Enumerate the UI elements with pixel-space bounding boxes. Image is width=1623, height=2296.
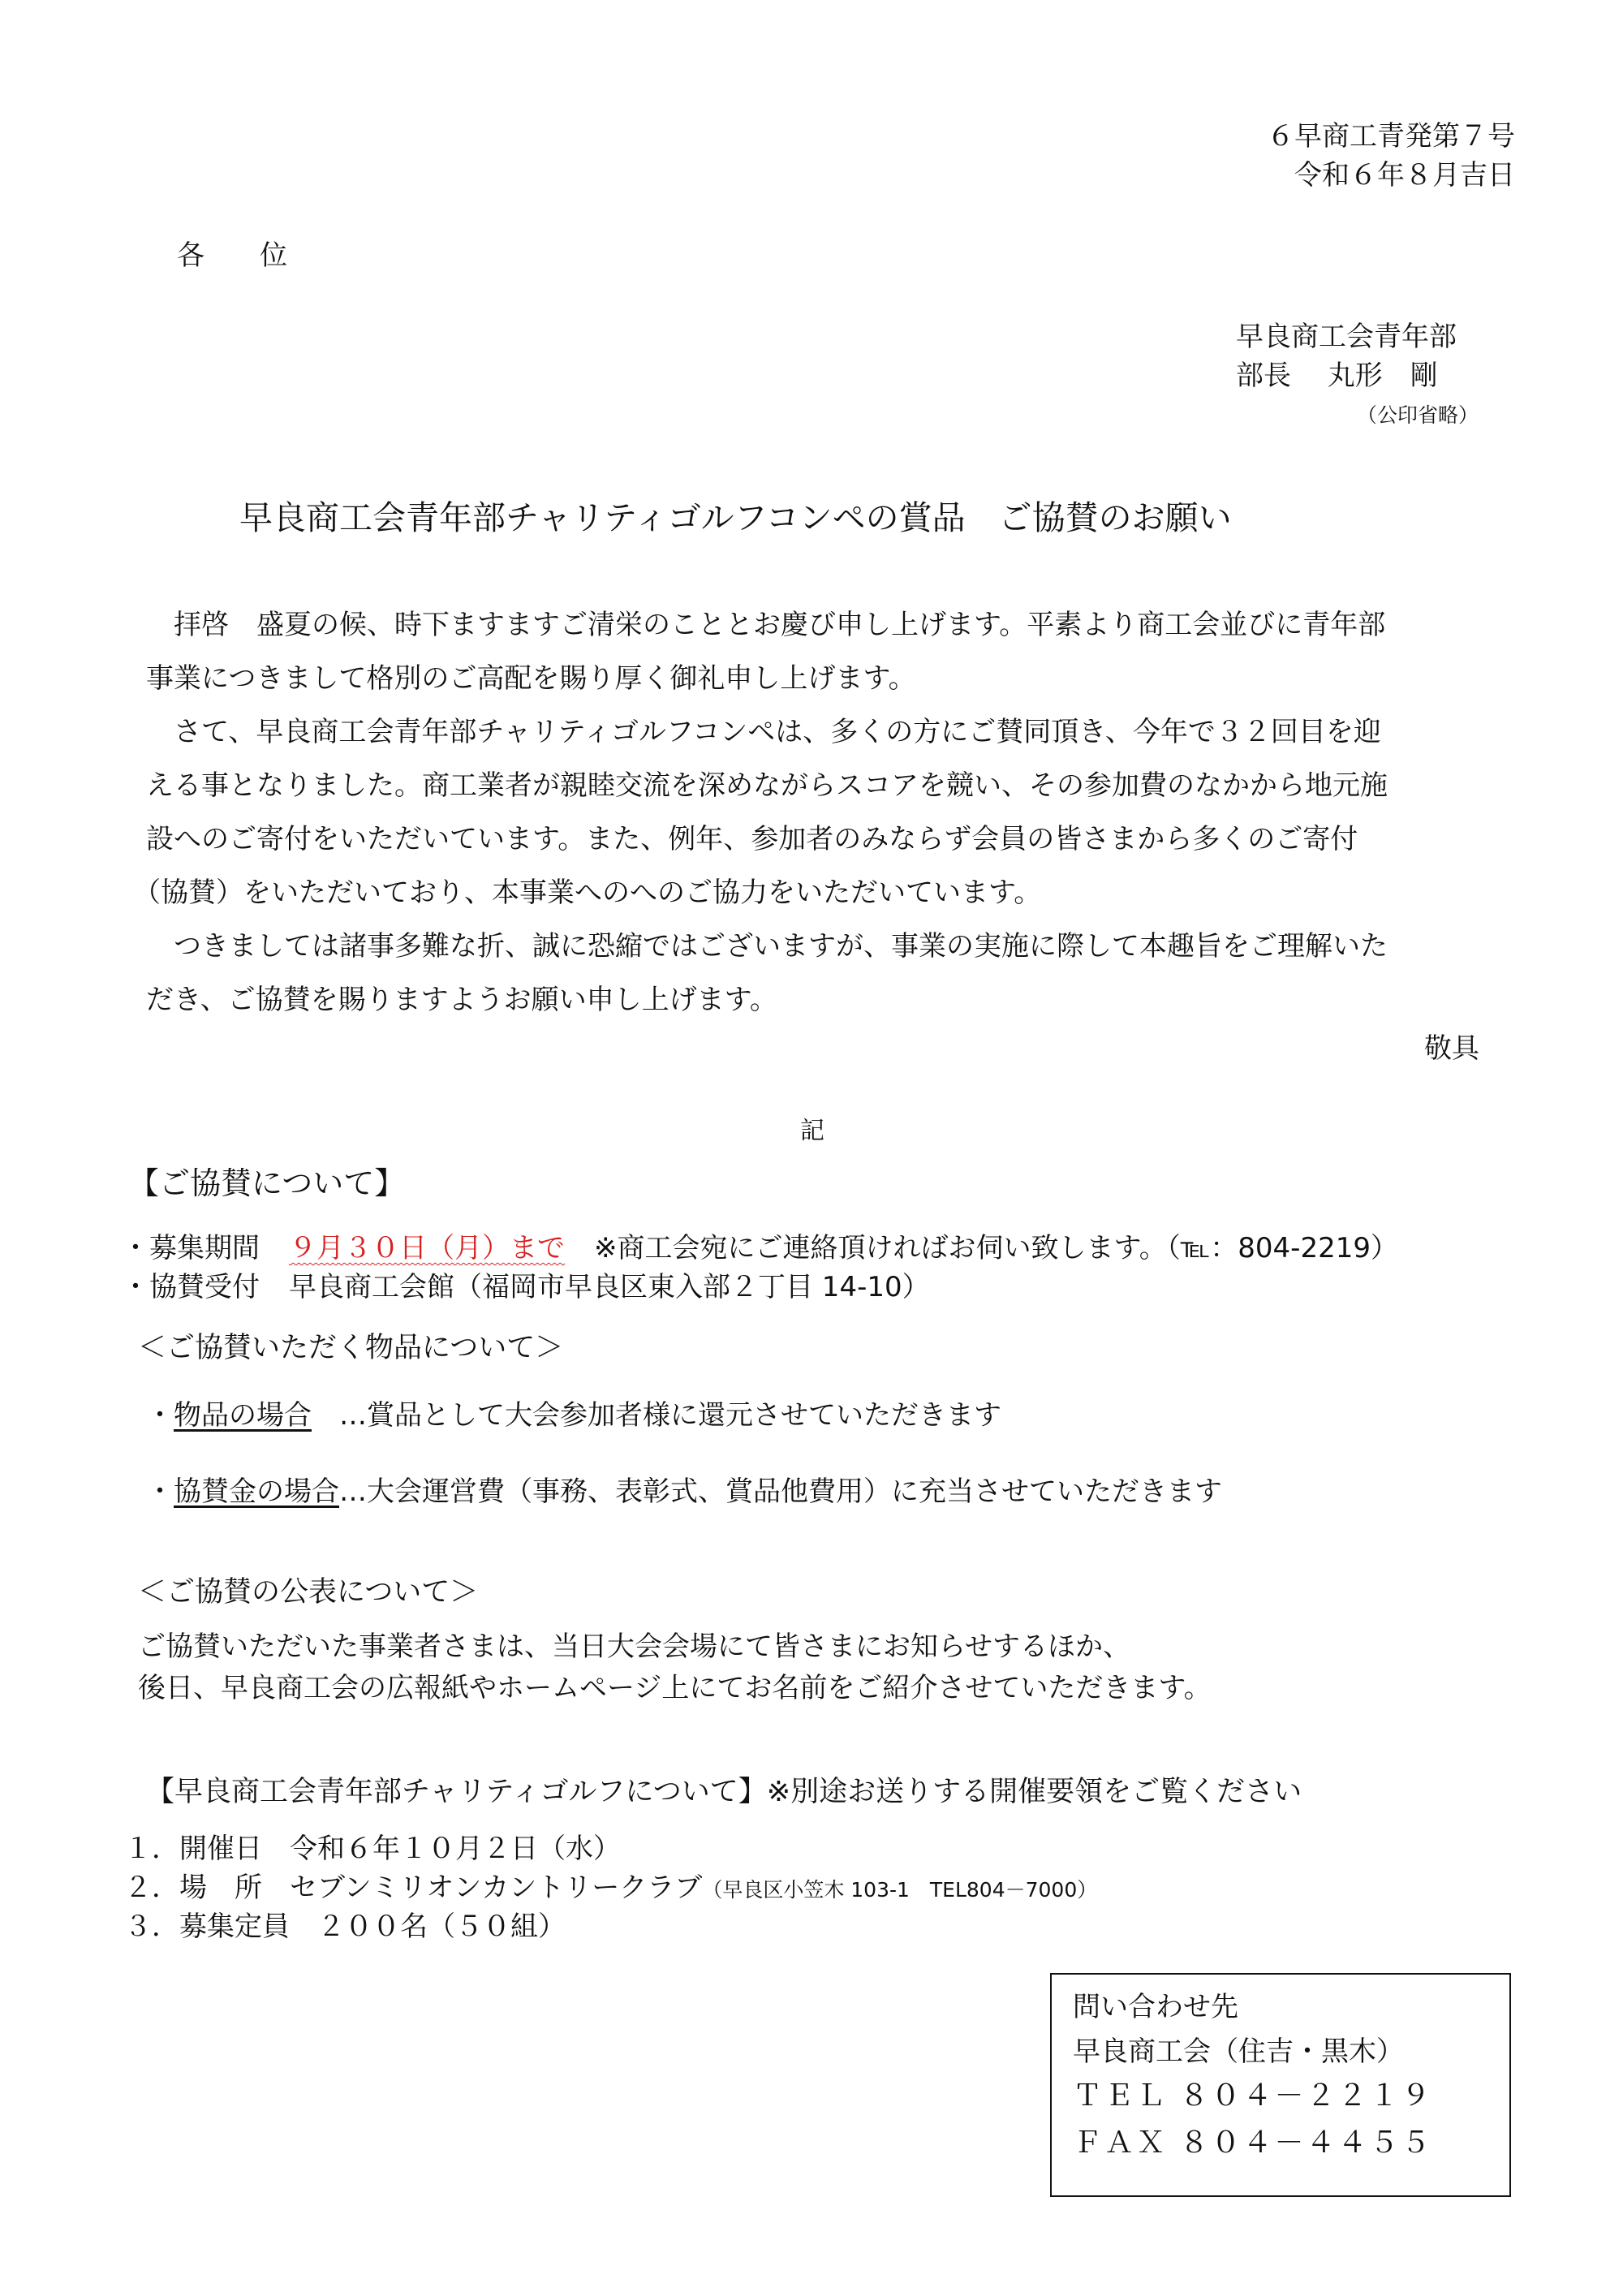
contact-title: 問い合わせ先 (1073, 1991, 1238, 2023)
sender-name: 部長 丸形 剛 (1236, 360, 1438, 392)
event-venue-row (124, 1872, 1097, 1904)
document-date: 令和６年８月吉日 (1294, 159, 1515, 192)
golf-heading-row (146, 1775, 1302, 1809)
event-venue-address: （早良区小笠木 103-1 TEL804－7000） (702, 1878, 1098, 1902)
addressee: 各 位 (177, 239, 287, 272)
contact-fax: ＦＡＸ ８０４－４４５５ (1073, 2126, 1433, 2160)
document-title: 早良商工会青年部チャリティゴルフコンペの賞品 ご協賛のお願い (239, 498, 1232, 537)
money-label: 協賛金の場合 (174, 1475, 339, 1508)
reception-row (122, 1271, 930, 1303)
contact-tel: ＴＥＬ ８０４－２２１９ (1073, 2079, 1433, 2113)
ki-marker: 記 (800, 1117, 824, 1145)
publication-heading: ＜ご協賛の公表について＞ (138, 1576, 479, 1609)
period-note: ※商工会宛にご連絡頂ければお伺い致します。（℡：804-2219） (594, 1232, 1398, 1264)
money-text: …大会運営費（事務、表彰式、賞品他費用）に充当させていただきます (339, 1475, 1222, 1508)
event-venue: ２．場 所 セブンミリオンカントリークラブ (124, 1872, 703, 1904)
goods-bullet: ・ (146, 1399, 174, 1432)
seal-omitted-note: （公印省略） (1357, 403, 1479, 427)
document-number: ６早商工青発第７号 (1267, 120, 1515, 153)
money-bullet: ・ (146, 1475, 174, 1508)
reception-value: 早良商工会館（福岡市早良区東入部２丁目 14-10） (289, 1271, 930, 1303)
body-line: える事となりました。商工業者が親睦交流を深めながらスコアを競い、その参加費のなかから地元施 (146, 769, 1388, 802)
publication-line: 後日、早良商工会の広報紙やホームページ上にてお名前をご紹介させていただきます。 (138, 1672, 1212, 1704)
sender-organization: 早良商工会青年部 (1236, 321, 1457, 353)
goods-label: 物品の場合 (174, 1399, 312, 1432)
body-line: つきましては諸事多難な折、誠に恐縮ではございますが、事業の実施に際して本趣旨をご理解いた (146, 930, 1388, 963)
reception-label: ・協賛受付 (122, 1271, 260, 1303)
event-capacity: ３．募集定員 ２００名（５０組） (124, 1910, 566, 1943)
sponsorship-heading: 【ご協賛について】 (128, 1165, 406, 1201)
goods-text: …賞品として大会参加者様に還元させていただきます (339, 1399, 1001, 1432)
body-line: （協賛）をいただいており、本事業へのへのご協力をいただいています。 (133, 877, 1042, 909)
period-deadline: ９月３０日（月）まで (289, 1232, 565, 1264)
event-date: １．開催日 令和６年１０月２日（水） (124, 1833, 621, 1865)
recruitment-period-row (122, 1232, 1398, 1264)
contact-organization: 早良商工会（住吉・黒木） (1073, 2035, 1404, 2068)
closing-phrase: 敬具 (1424, 1032, 1479, 1065)
items-heading: ＜ご協賛いただく物品について＞ (138, 1332, 564, 1364)
body-line: 拝啓 盛夏の候、時下ますますご清栄のこととお慶び申し上げます。平素より商工会並びに青年部 (146, 609, 1386, 641)
body-line: さて、早良商工会青年部チャリティゴルフコンペは、多くの方にご賛同頂き、今年で３２回目を迎 (146, 716, 1381, 748)
body-line: 事業につきまして格別のご高配を賜り厚く御礼申し上げます。 (146, 662, 916, 695)
golf-heading: 【早良商工会青年部チャリティゴルフについて】 (146, 1776, 767, 1808)
golf-heading-note: ※別途お送りする開催要領をご覧ください (766, 1776, 1302, 1808)
body-line: 設へのご寄付をいただいています。また、例年、参加者のみならず会員の皆さまから多くのご寄付 (146, 823, 1358, 855)
body-line: だき、ご協賛を賜りますようお願い申し上げます。 (146, 984, 777, 1016)
publication-line: ご協賛いただいた事業者さまは、当日大会会場にて皆さまにお知らせするほか、 (138, 1630, 1130, 1663)
money-row (146, 1475, 1222, 1508)
contact-box (1050, 1973, 1511, 2197)
period-label: ・募集期間 (122, 1232, 260, 1264)
goods-row (146, 1399, 1001, 1432)
